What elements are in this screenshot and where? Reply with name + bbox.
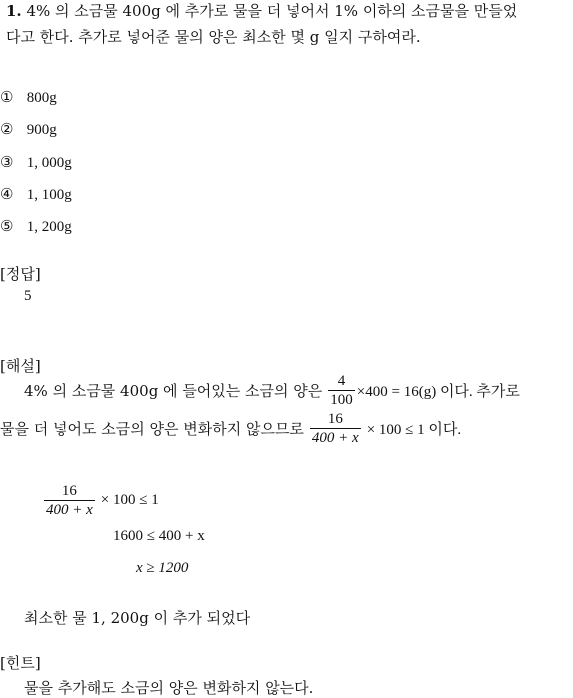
equation-3: x ≥ 1200: [136, 560, 189, 576]
option-2[interactable]: [0, 120, 57, 139]
option-3[interactable]: [0, 153, 72, 172]
option-mark: ④: [0, 185, 14, 203]
option-text: 800g: [26, 90, 57, 106]
equation-rhs: × 100 ≤ 1: [100, 491, 159, 508]
fraction-denominator: 400 + x: [311, 429, 359, 446]
explanation-text: 4% 의 소금물 400g 에 들어있는 소금의 양은: [24, 381, 323, 400]
option-mark: ①: [0, 88, 14, 106]
option-mark: ⑤: [0, 217, 14, 235]
option-text: 1, 200g: [26, 219, 72, 235]
fraction: [44, 482, 95, 519]
fraction-numerator: 4: [337, 372, 346, 389]
fraction-numerator: 16: [327, 410, 343, 427]
fraction-denominator: 400 + x: [46, 501, 93, 518]
option-5[interactable]: [0, 217, 72, 236]
option-text: 900g: [26, 122, 57, 138]
problem-number: 1.: [6, 2, 22, 20]
fraction-numerator: 16: [61, 482, 77, 499]
conclusion: 최소한 물 1, 200g 이 추가 되었다: [24, 609, 251, 627]
explanation-line-2: [0, 408, 461, 448]
option-mark: ②: [0, 120, 14, 138]
fraction: [328, 372, 355, 409]
equation-1: [42, 480, 159, 520]
explanation-text: 물을 더 넣어도 소금의 양은 변화하지 않으므로: [0, 419, 304, 438]
option-text: 1, 000g: [26, 155, 72, 171]
explanation-label: [해설]: [0, 357, 41, 375]
option-text: 1, 100g: [26, 187, 72, 203]
problem-line-1: [6, 0, 517, 21]
answer-label: [정답]: [0, 265, 41, 283]
option-mark: ③: [0, 153, 14, 171]
option-4[interactable]: [0, 185, 72, 204]
equation-2: 1600 ≤ 400 + x: [113, 528, 205, 544]
fraction: [310, 410, 361, 447]
fraction-denominator: 100: [330, 391, 353, 408]
answer-value: 5: [24, 288, 32, 304]
hint-label: [힌트]: [0, 654, 41, 672]
explanation-line-1: [24, 370, 520, 410]
hint-text: 물을 추가해도 소금의 양은 변화하지 않는다.: [24, 679, 314, 697]
problem-text-1: 4% 의 소금물 400g 에 추가로 물을 더 넣어서 1% 이하의 소금물을 만들었: [26, 2, 518, 20]
problem-text-2: 다고 한다. 추가로 넣어준 물의 양은 최소한 몇 g 일지 구하여라.: [6, 28, 421, 46]
explanation-text: ×400 = 16(g) 이다. 추가로: [356, 383, 520, 400]
explanation-text: × 100 ≤ 1 이다.: [366, 421, 462, 438]
option-1[interactable]: [0, 88, 57, 107]
